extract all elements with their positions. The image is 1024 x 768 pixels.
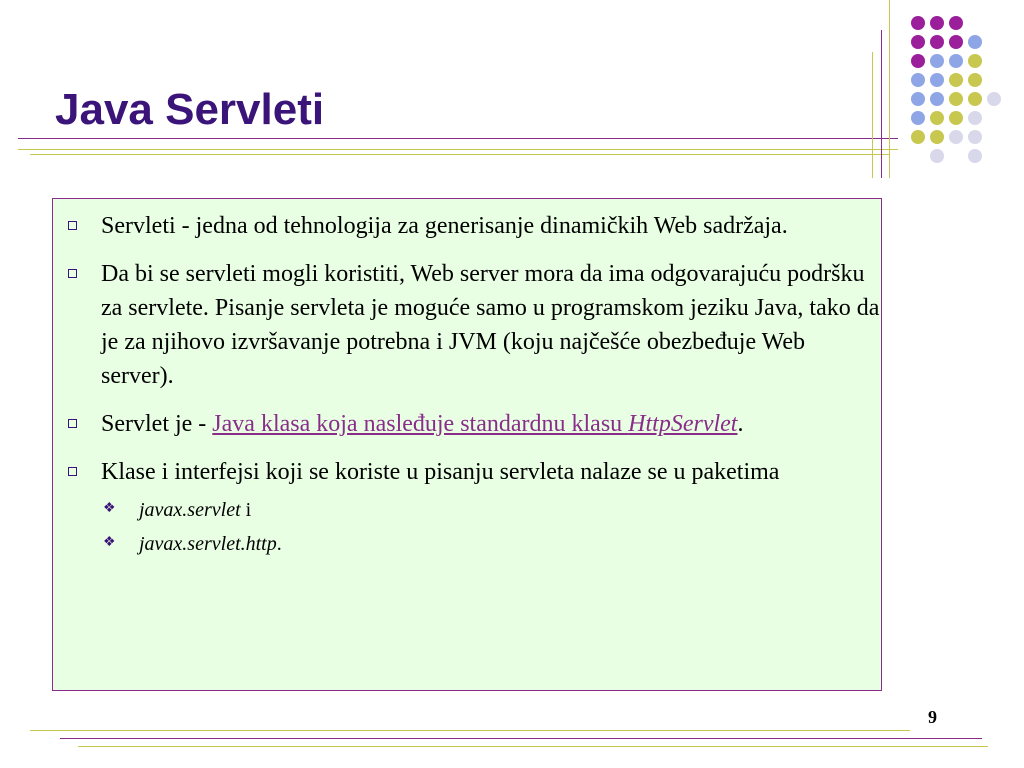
- hollow-square-icon: [68, 419, 77, 428]
- dot: [949, 130, 963, 144]
- footer-line-purple: [60, 738, 982, 739]
- dot: [930, 92, 944, 106]
- vertical-line-1: [872, 52, 873, 178]
- dot: [930, 16, 944, 30]
- title-underline-purple: [18, 138, 898, 139]
- dot: [911, 35, 925, 49]
- dot: [968, 54, 982, 68]
- link-text: Java klasa koja nasleđuje standardnu klasu: [212, 411, 629, 437]
- dot: [930, 111, 944, 125]
- subbullet-rest: .: [276, 533, 282, 555]
- dot: [911, 92, 925, 106]
- bullet-item: [53, 257, 881, 393]
- bullet-text: Klase i interfejsi koji se koriste u pisanju servleta nalaze se u paketima: [101, 459, 780, 485]
- dot: [911, 54, 925, 68]
- dot: [949, 111, 963, 125]
- dot: [930, 73, 944, 87]
- title-underline-yellow: [18, 149, 898, 150]
- bullet-text: Servleti - jedna od tehnologija za generisanje dinamičkih Web sadržaja.: [101, 213, 788, 239]
- dot: [911, 111, 925, 125]
- dot: [968, 35, 982, 49]
- bullet-prefix: Servlet je -: [101, 411, 213, 437]
- dot: [911, 16, 925, 30]
- four-diamond-icon: ❖: [103, 501, 116, 516]
- bullet-text: Da bi se servleti mogli koristiti, Web server mora da ima odgovarajuću podršku za servlete. Pisanje servleta je moguće samo u programskom jeziku Java, tako da je za njihovo izvršavanje potrebna i JVM (koju najčešće obezbeđuje Web server).: [101, 261, 880, 389]
- dot: [949, 16, 963, 30]
- dot: [968, 130, 982, 144]
- dot: [911, 73, 925, 87]
- dot: [930, 149, 944, 163]
- bullet-suffix: .: [737, 411, 744, 437]
- dot: [930, 35, 944, 49]
- content-box: [52, 198, 882, 691]
- bullet-item: [53, 407, 881, 441]
- title-underline-yellow-2: [30, 154, 890, 155]
- bullet-list: [53, 199, 881, 561]
- subbullet-rest: i: [240, 499, 252, 521]
- bullet-item: [53, 455, 881, 489]
- dot: [968, 111, 982, 125]
- dot: [949, 73, 963, 87]
- dot: [930, 54, 944, 68]
- dot: [949, 92, 963, 106]
- subbullet-item: [53, 527, 881, 561]
- dot: [949, 35, 963, 49]
- hollow-square-icon: [68, 467, 77, 476]
- footer-line-yellow: [30, 730, 910, 731]
- footer-line-yellow-2: [78, 746, 988, 747]
- package-name: javax.servlet.http: [139, 533, 277, 555]
- dot: [911, 130, 925, 144]
- vertical-line-3: [889, 0, 890, 178]
- vertical-line-2: [881, 30, 882, 178]
- httpservlet-link[interactable]: [212, 411, 737, 437]
- package-name: javax.servlet: [139, 499, 241, 521]
- bullet-item: [53, 209, 881, 243]
- page-number: 9: [928, 707, 937, 727]
- four-diamond-icon: ❖: [103, 535, 116, 550]
- dot: [987, 92, 1001, 106]
- subbullet-item: [53, 493, 881, 527]
- dot: [930, 130, 944, 144]
- dot: [968, 149, 982, 163]
- slide-title: Java Servleti: [55, 85, 325, 134]
- link-italic-text: HttpServlet: [628, 411, 738, 437]
- hollow-square-icon: [68, 221, 77, 230]
- hollow-square-icon: [68, 269, 77, 278]
- dot: [968, 92, 982, 106]
- dot: [949, 54, 963, 68]
- dot: [968, 73, 982, 87]
